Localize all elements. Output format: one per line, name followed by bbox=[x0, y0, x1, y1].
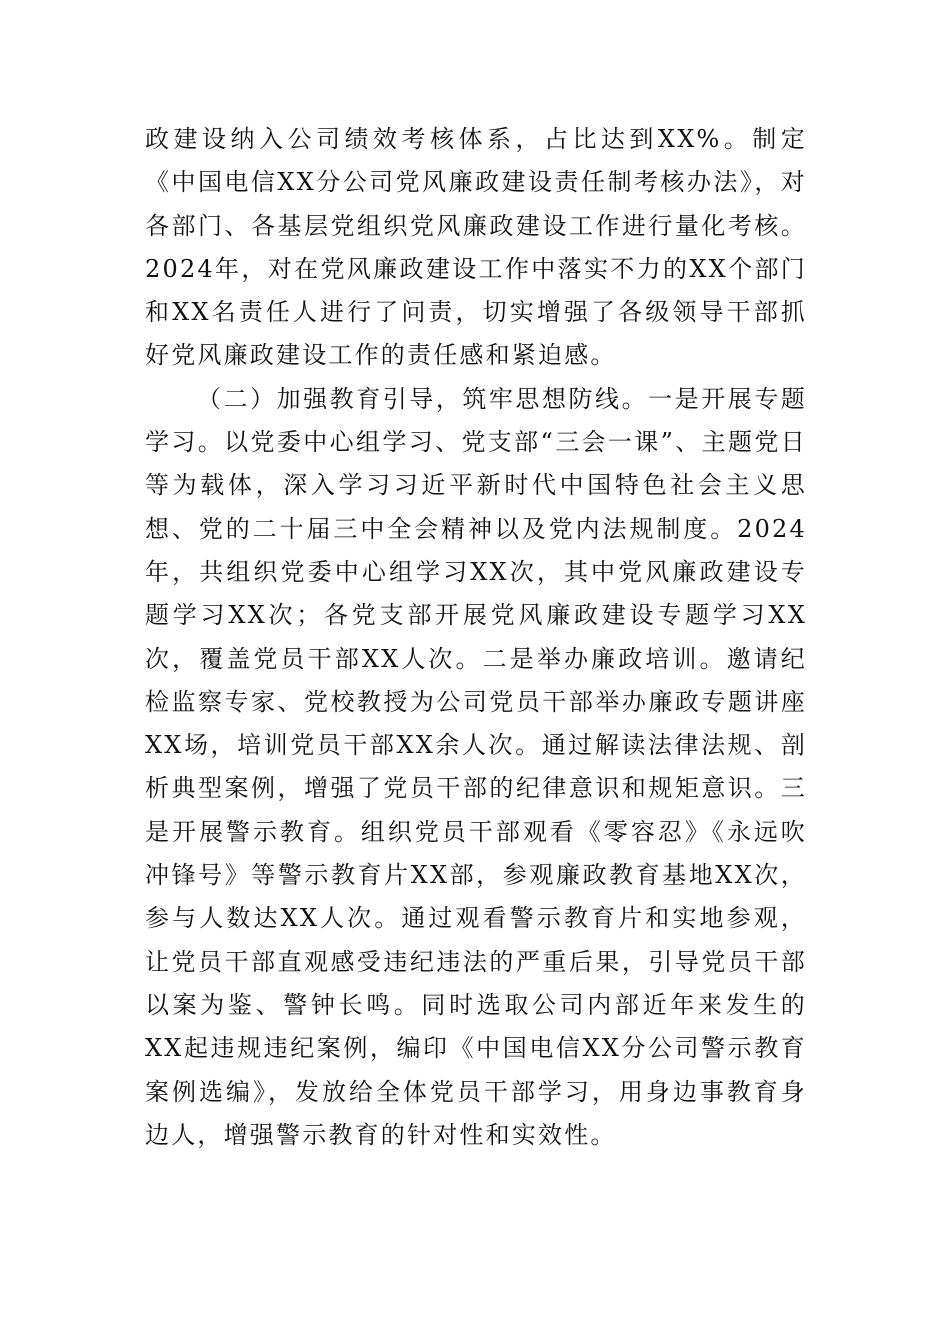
document-body bbox=[145, 118, 807, 1157]
paragraph-section-2 bbox=[145, 378, 807, 1157]
paragraph-continued: 政建设纳入公司绩效考核体系，占比达到XX%。制定《中国电信XX分公司党风廉政建设责任制考核办法》，对各部门、各基层党组织党风廉政建设工作进行量化考核。2024年，对在党风廉政建设工作中落实不力的XX个部门和XX名责任人进行了问责，切实增强了各级领导干部抓好党风廉政建设工作的责任感和紧迫感。 bbox=[145, 125, 807, 370]
section-2-body: 一是开展专题学习。以党委中心组学习、党支部“三会一课”、主题党日等为载体，深入学习习近平新时代中国特色社会主义思想、党的二十届三中全会精神以及党内法规制度。2024年，共组织党委中心组学习XX次，其中党风廉政建设专题学习XX次；各党支部开展党风廉政建设专题学习XX次，覆盖党员干部XX人次。二是举办廉政培训。邀请纪检监察专家、党校教授为公司党员干部举办廉政专题讲座XX场，培训党员干部XX余人次。通过解读法律法规、剖析典型案例，增强了党员干部的纪律意识和规矩意识。三是开展警示教育。组织党员干部观看《零容忍》《永远吹冲锋号》等警示教育片XX部，参观廉政教育基地XX次，参与人数达XX人次。通过观看警示教育片和实地参观，让党员干部直观感受违纪违法的严重后果，引导党员干部以案为鉴、警钟长鸣。同时选取公司内部近年来发生的XX起违规违纪案例，编印《中国电信XX分公司警示教育案例选编》，发放给全体党员干部学习，用身边事教育身边人，增强警示教育的针对性和实效性。 bbox=[145, 384, 808, 1149]
section-2-heading: （二）加强教育引导，筑牢思想防线。 bbox=[197, 384, 649, 413]
